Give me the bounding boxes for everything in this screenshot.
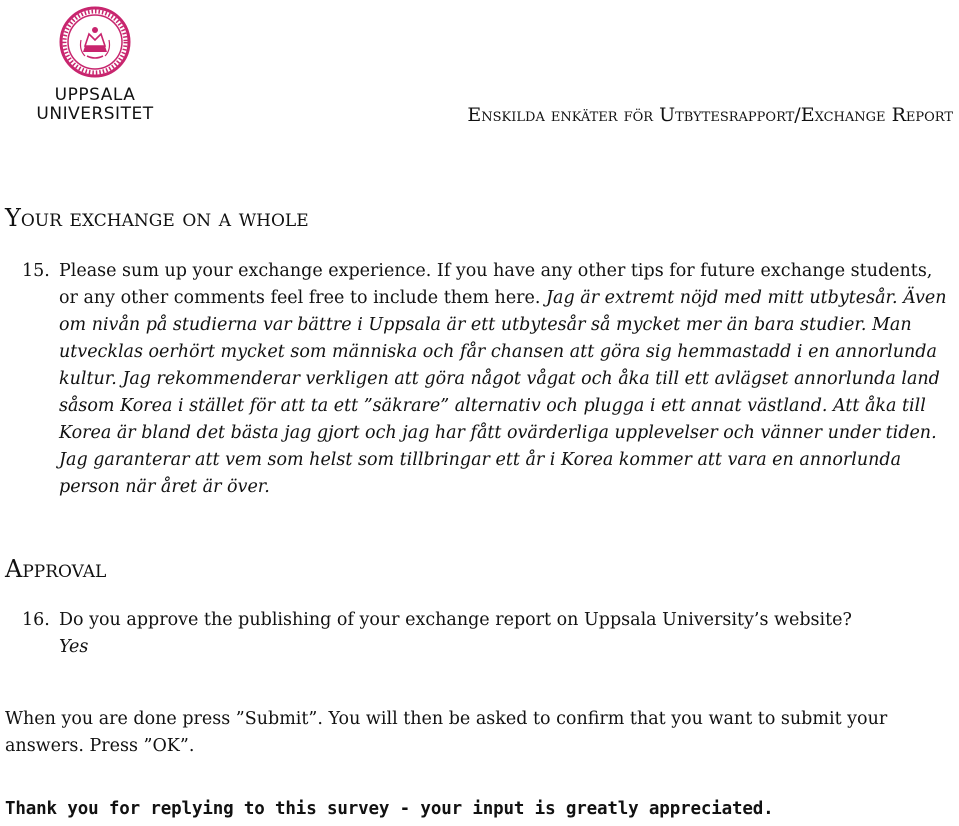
university-logo [30,6,160,124]
thank-you-message: Thank you for replying to this survey - your input is greatly appreciated. [5,799,774,819]
question-text: Do you approve the publishing of your exchange report on Uppsala University’s website? [59,610,852,630]
submit-instructions: When you are done press ”Submit”. You will then be asked to confirm that you want to submit your answers. Press ”OK”. [5,709,888,756]
section-heading-approval: Approval [5,555,107,583]
question-number: 15. [22,261,50,281]
question-15 [22,258,952,501]
question-body [59,258,952,501]
answer-text: Jag är extremt nöjd med mitt utbytesår. Även om nivån på studierna var bättre i Uppsala är ett utbytesår så mycket mer än bara studier. Man utvecklas oerhört mycket som människa och får chansen att göra sig hemmastadd i en annorlunda kultur. Jag rekommenderar verkligen att göra något vågat och åka till ett avlägset annorlunda land såsom Korea i stället för att ta ett ”säkrare” alternativ och plugga i ett annat västland. Att åka till Korea är bland det bästa jag gjort och jag har fått ovärderliga upplevelser och vänner under tiden. Jag garanterar att vem som helst som tillbringar ett år i Korea kommer att vara en annorlunda person när året är över. [59,288,947,497]
question-text: Please sum up your exchange experience. If you have any other tips for future exchange students, or any other comments feel free to include them here. [59,261,933,308]
answer-text: Yes [59,637,89,657]
question-body [59,607,952,661]
question-number: 16. [22,610,50,630]
section-heading-exchange: Your exchange on a whole [5,204,309,232]
document-title: Enskilda enkäter för Utbytesrapport/Exchange Report [467,104,953,126]
logo-text-universitet: UNIVERSITET [36,104,154,124]
question-16 [22,607,952,661]
logo-text-uppsala: UPPSALA [54,85,136,105]
university-seal-icon [59,6,131,78]
